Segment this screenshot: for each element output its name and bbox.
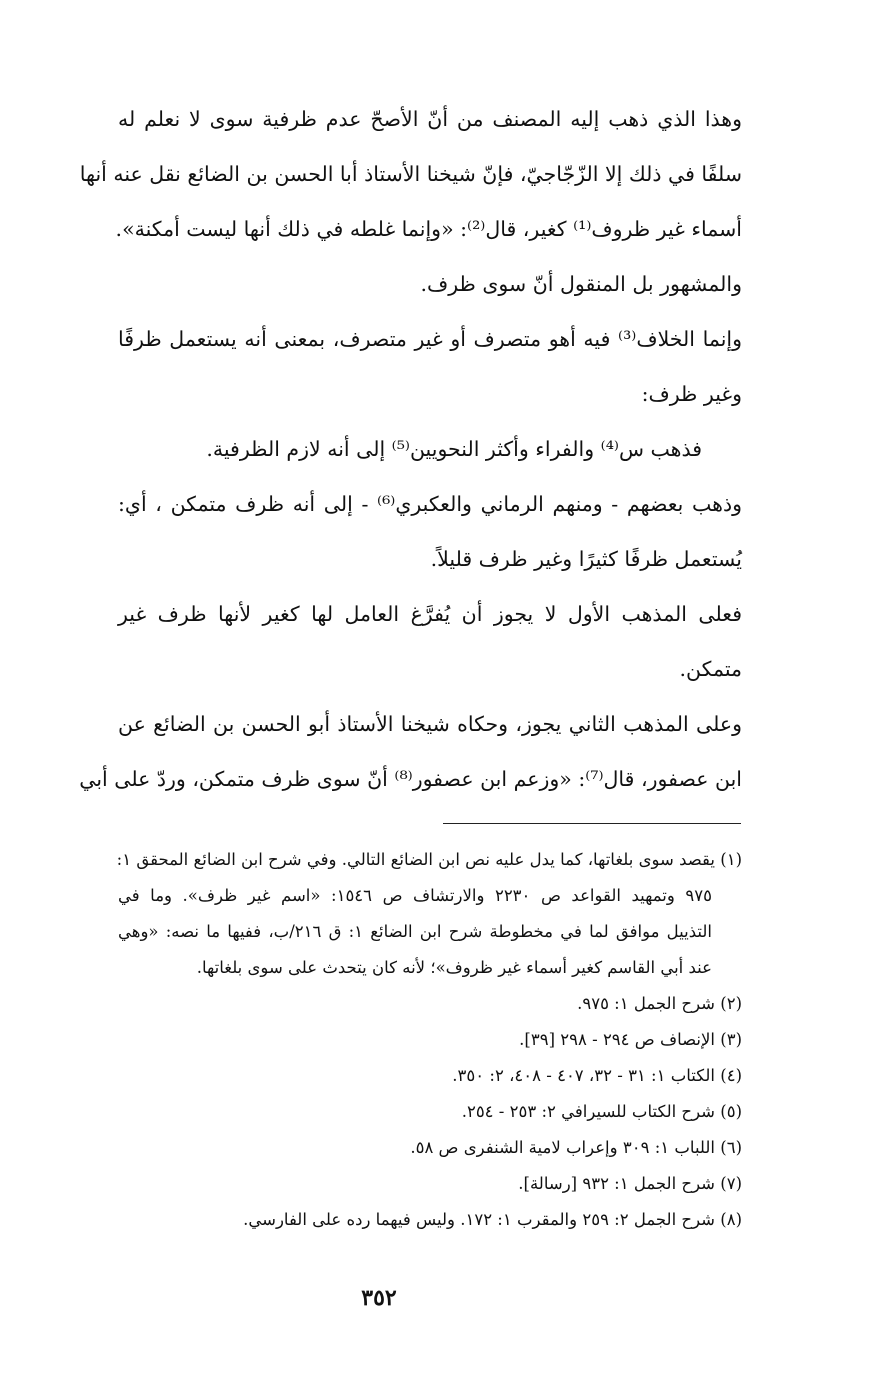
footnotes <box>118 842 742 1238</box>
body-line: وغير ظرف: <box>641 382 742 406</box>
footnote-line: عند أبي القاسم كغير أسماء غير ظروف»؛ لأنه كان يتحدث على سوى بلغاتها. <box>196 958 712 977</box>
footnote-line: (٢) شرح الجمل ١: ٩٧٥. <box>577 994 742 1013</box>
body-line: ابن عصفور، قال⁽⁷⁾: «وزعم ابن عصفور⁽⁸⁾ أنّ سوى ظرف متمكن، وردّ على أبي <box>79 767 742 791</box>
footnote-line: (٨) شرح الجمل ٢: ٢٥٩ والمقرب ١: ١٧٢. وليس فيهما رده على الفارسي. <box>243 1210 742 1229</box>
body-line: وهذا الذي ذهب إليه المصنف من أنّ الأصحّ عدم ظرفية سوى لا نعلم له <box>118 107 742 131</box>
body-line: سلفًا في ذلك إلا الزّجّاجيّ، فإنّ شيخنا الأستاذ أبا الحسن بن الضائع نقل عنه أنها <box>79 162 742 186</box>
body-line: وذهب بعضهم - ومنهم الرماني والعكبري⁽⁶⁾ - إلى أنه ظرف متمكن ، أي: <box>118 492 742 516</box>
body-line: أسماء غير ظروف⁽¹⁾ كغير، قال⁽²⁾: «وإنما غلطه في ذلك أنها ليست أمكنة». <box>115 217 742 241</box>
body-line: فعلى المذهب الأول لا يجوز أن يُفرَّغ العامل لها كغير لأنها ظرف غير <box>118 602 742 626</box>
page-number: ٣٥٢ <box>361 1285 397 1311</box>
footnote-line: التذييل موافق لما في مخطوطة شرح ابن الضائع ١: ق ٢١٦/ب، ففيها ما نصه: «وهي <box>118 922 712 941</box>
footnote-line: ٩٧٥ وتمهيد القواعد ص ٢٢٣٠ والارتشاف ص ١٥٤٦: «اسم غير ظرف». وما في <box>118 886 712 905</box>
main-text <box>79 92 742 807</box>
footnote-separator <box>443 823 741 824</box>
body-line: وإنما الخلاف⁽³⁾ فيه أهو متصرف أو غير متصرف، بمعنى أنه يستعمل ظرفًا <box>118 327 742 351</box>
footnote-line: (٥) شرح الكتاب للسيرافي ٢: ٢٥٣ - ٢٥٤. <box>461 1102 742 1121</box>
body-line: وعلى المذهب الثاني يجوز، وحكاه شيخنا الأستاذ أبو الحسن بن الضائع عن <box>118 712 742 736</box>
body-line: يُستعمل ظرفًا كثيرًا وغير ظرف قليلاً. <box>430 547 742 571</box>
footnote-line: (٣) الإنصاف ص ٢٩٤ - ٢٩٨ [٣٩]. <box>519 1030 742 1049</box>
body-line: والمشهور بل المنقول أنّ سوى ظرف. <box>420 272 742 296</box>
footnote-line: (٤) الكتاب ١: ٣١ - ٣٢، ٤٠٧ - ٤٠٨، ٢: ٣٥٠. <box>452 1066 742 1085</box>
footnote-line: (١) يقصد سوى بلغاتها، كما يدل عليه نص ابن الضائع التالي. وفي شرح ابن الضائع المحقق ١: <box>116 850 742 869</box>
body-line: فذهب س⁽⁴⁾ والفراء وأكثر النحويين⁽⁵⁾ إلى أنه لازم الظرفية. <box>206 437 702 461</box>
footnote-line: (٦) اللباب ١: ٣٠٩ وإعراب لامية الشنفرى ص ٥٨. <box>410 1138 742 1157</box>
body-line: متمكن. <box>679 657 742 681</box>
footnote-line: (٧) شرح الجمل ١: ٩٣٢ [رسالة]. <box>518 1174 742 1193</box>
